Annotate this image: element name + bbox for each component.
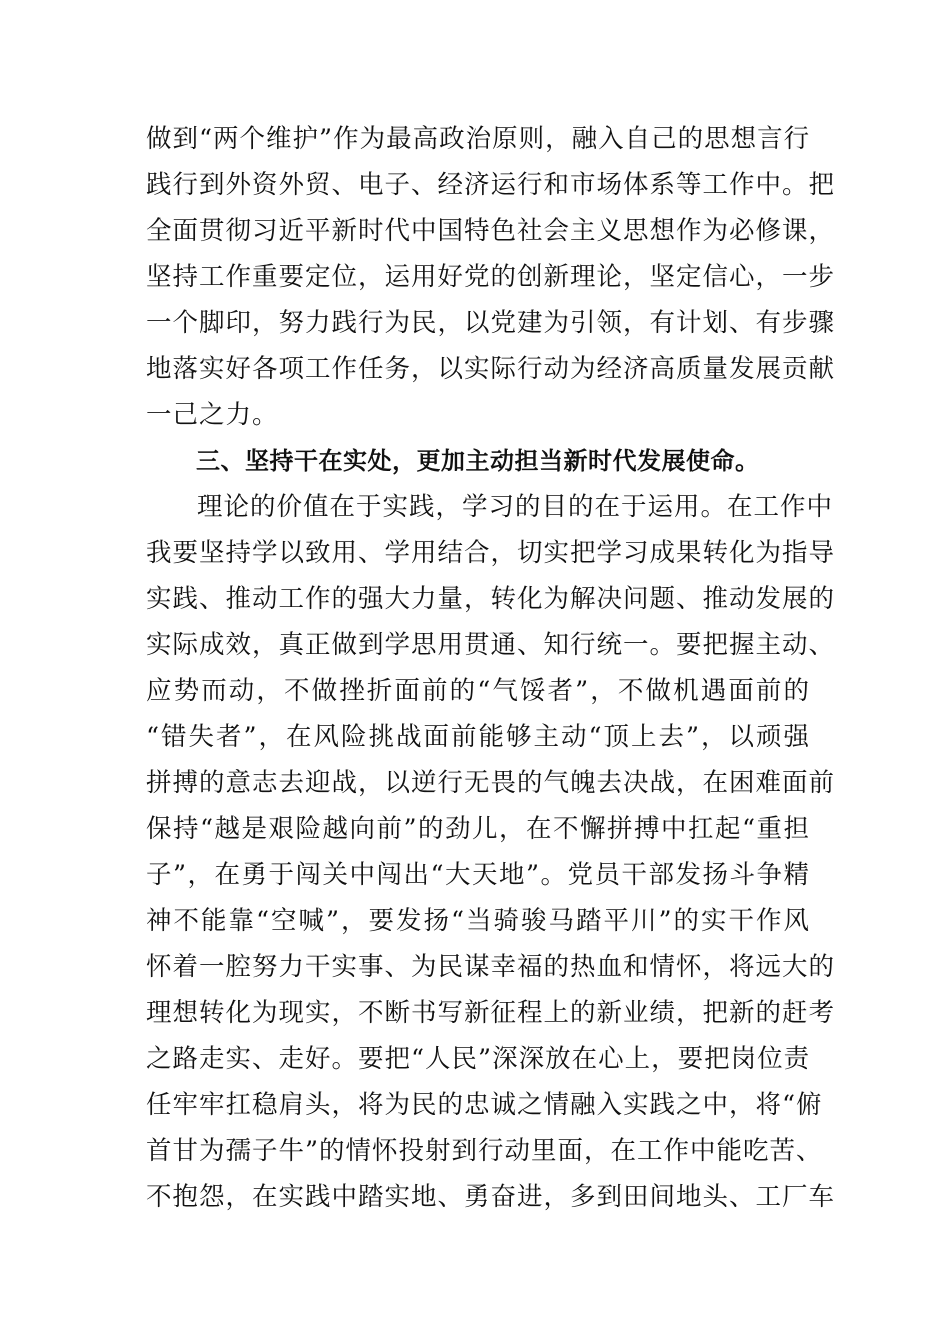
text-line: 坚持工作重要定位，运用好党的创新理论，坚定信心，一步 xyxy=(146,262,836,292)
text-line: 一己之力。 xyxy=(146,400,279,430)
text-line: 神不能靠“空喊”，要发扬“当骑骏马踏平川”的实干作风 xyxy=(146,906,810,936)
document-body xyxy=(146,116,836,1220)
text-line: 不抱怨，在实践中踏实地、勇奋进，多到田间地头、工厂车 xyxy=(146,1182,836,1212)
text-line: 之路走实、走好。要把“人民”深深放在心上，要把岗位责 xyxy=(146,1044,811,1074)
text-line: “错失者”，在风险挑战面前能够主动“顶上去”，以顽强 xyxy=(146,722,810,752)
section-heading: 三、坚持干在实处，更加主动担当新时代发展使命。 xyxy=(196,447,760,475)
text-line: 子”，在勇于闯关中闯出“大天地”。党员干部发扬斗争精 xyxy=(146,860,810,890)
text-line: 一个脚印，努力践行为民，以党建为引领，有计划、有步骤 xyxy=(146,308,836,338)
text-line: 我要坚持学以致用、学用结合，切实把学习成果转化为指导 xyxy=(146,538,836,568)
paragraph-1 xyxy=(146,116,836,438)
paragraph-2 xyxy=(146,484,836,1220)
text-line: 做到“两个维护”作为最高政治原则，融入自己的思想言行 xyxy=(146,124,811,154)
text-line: 怀着一腔努力干实事、为民谋幸福的热血和情怀，将远大的 xyxy=(146,952,836,982)
text-line: 任牢牢扛稳肩头，将为民的忠诚之情融入实践之中，将“俯 xyxy=(146,1090,823,1120)
text-line: 拼搏的意志去迎战，以逆行无畏的气魄去决战，在困难面前 xyxy=(146,768,836,798)
text-line: 理想转化为现实，不断书写新征程上的新业绩，把新的赶考 xyxy=(146,998,836,1028)
text-line: 保持“越是艰险越向前”的劲儿，在不懈拼搏中扛起“重担 xyxy=(146,814,810,844)
text-line: 首甘为孺子牛”的情怀投射到行动里面，在工作中能吃苦、 xyxy=(146,1136,823,1166)
text-line: 全面贯彻习近平新时代中国特色社会主义思想作为必修课， xyxy=(146,216,836,246)
text-line: 实践、推动工作的强大力量，转化为解决问题、推动发展的 xyxy=(146,584,836,614)
text-line: 应势而动，不做挫折面前的“气馁者”，不做机遇面前的 xyxy=(146,676,810,706)
text-line: 践行到外资外贸、电子、经济运行和市场体系等工作中。把 xyxy=(146,170,836,200)
text-line: 实际成效，真正做到学思用贯通、知行统一。要把握主动、 xyxy=(146,630,836,660)
text-line: 理论的价值在于实践，学习的目的在于运用。在工作中 xyxy=(197,492,834,522)
text-line: 地落实好各项工作任务，以实际行动为经济高质量发展贡献 xyxy=(146,354,836,384)
